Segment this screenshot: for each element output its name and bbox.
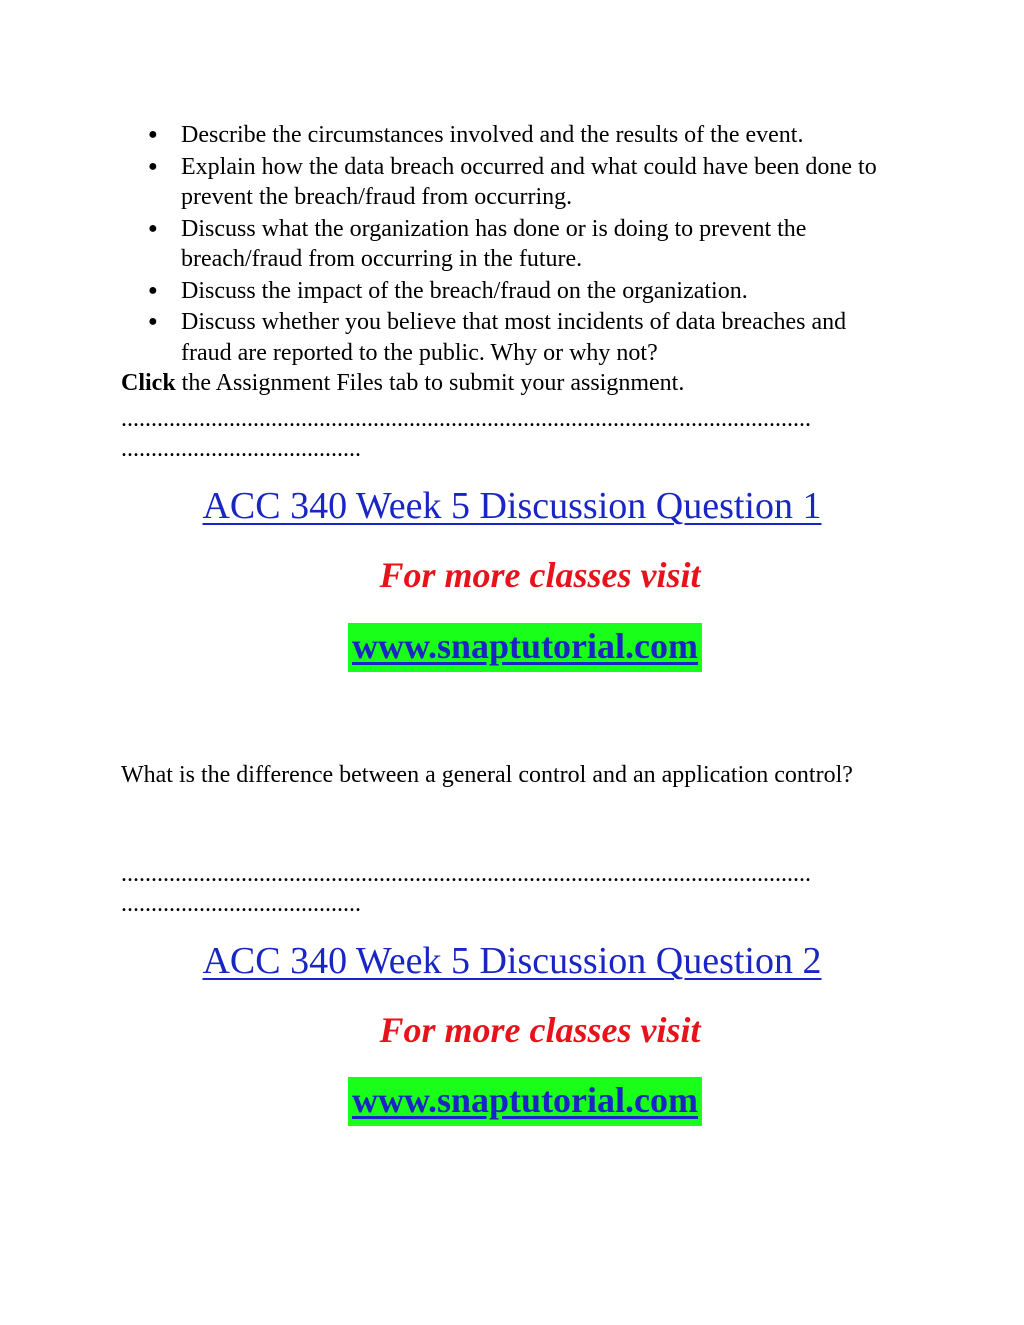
submit-instruction: Click the Assignment Files tab to submit your assignment. (121, 370, 685, 396)
bullet-icon: ● (148, 219, 158, 237)
section-heading (0, 484, 1024, 528)
list-item: ● Discuss whether you believe that most incidents of data breaches and fraud are reported to the public. Why or why not? (148, 309, 847, 366)
heading-link[interactable]: ACC 340 Week 5 Discussion Question 1 (202, 485, 822, 527)
site-highlight (348, 623, 702, 672)
bullet-icon: ● (148, 281, 158, 299)
separator-line: ................................................................................................................... (121, 406, 811, 432)
visit-text: For more classes visit (379, 555, 701, 595)
requirements-list (121, 120, 901, 368)
site-highlight (348, 1077, 702, 1126)
list-item: ● Discuss the impact of the breach/fraud on the organization. (121, 276, 901, 307)
site-link[interactable]: www.snaptutorial.com (352, 1080, 699, 1120)
list-item: ● Discuss what the organization has done or is doing to prevent the breach/fraud from occurring in the future. (148, 215, 807, 272)
discussion-question: What is the difference between a general control and an application control? (121, 762, 853, 788)
list-item: ● Explain how the data breach occurred and what could have been done to prevent the breach/fraud from occurring. (148, 153, 877, 210)
list-item: ● Describe the circumstances involved and the results of the event. (121, 120, 901, 151)
heading-link[interactable]: ACC 340 Week 5 Discussion Question 2 (202, 940, 822, 982)
bullet-icon: ● (148, 126, 158, 143)
bullet-icon: ● (148, 313, 158, 330)
separator-line: ........................................ (121, 436, 361, 462)
separator-line: ................................................................................................................... (121, 861, 811, 887)
visit-text: For more classes visit (379, 1010, 701, 1050)
site-link[interactable]: www.snaptutorial.com (352, 626, 699, 666)
section-heading (0, 939, 1024, 983)
separator-line: ........................................ (121, 891, 361, 917)
bullet-icon: ● (148, 157, 158, 175)
